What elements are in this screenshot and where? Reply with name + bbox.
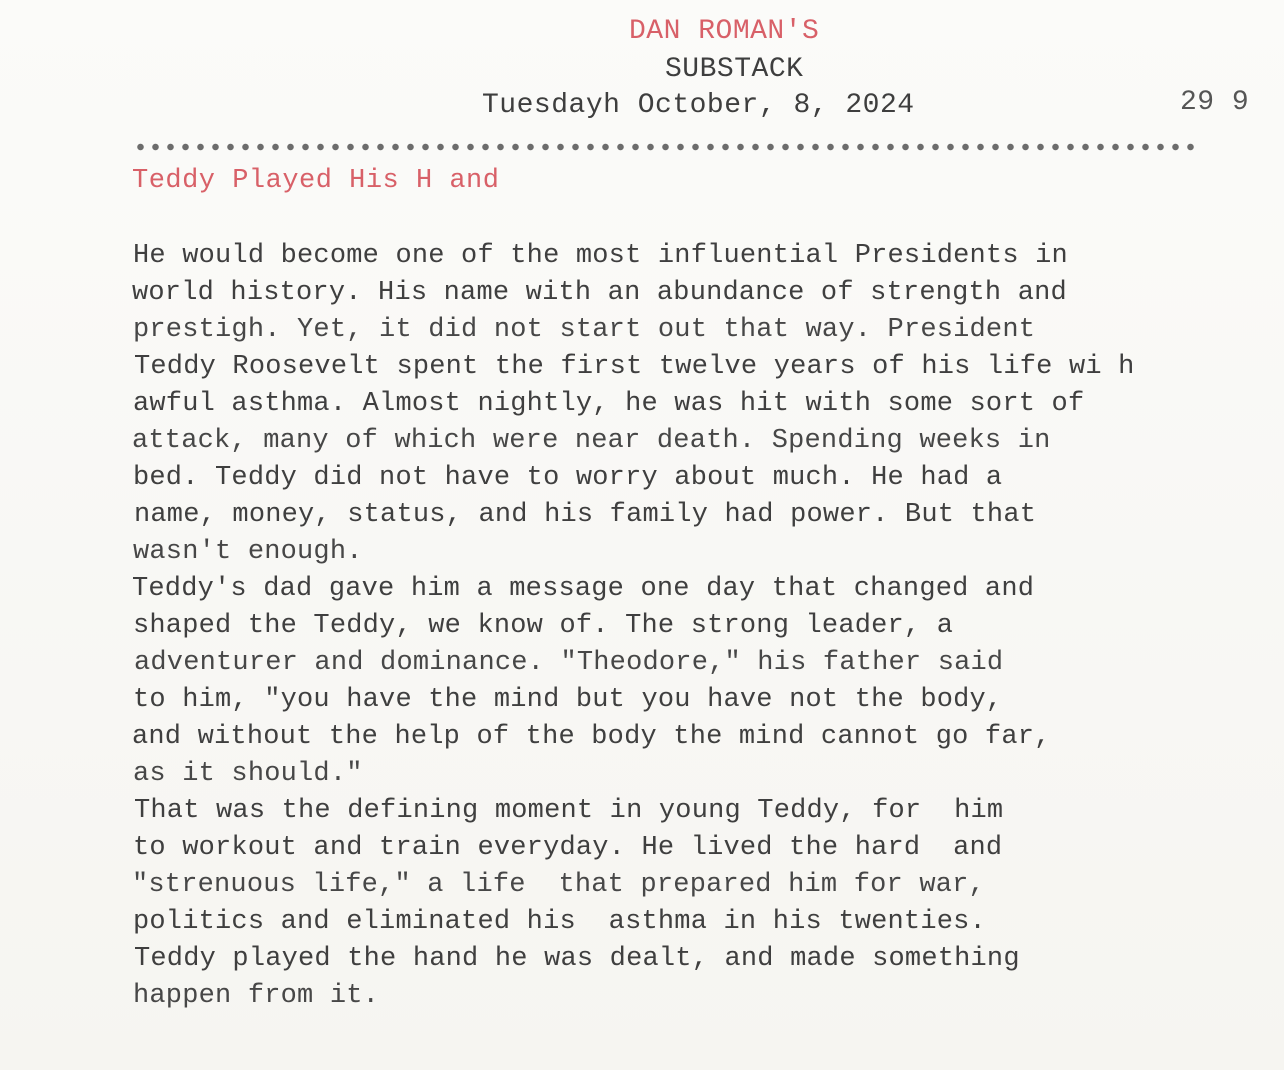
body-line: That was the defining moment in young Teddy, for him (134, 796, 1004, 826)
dotted-divider (133, 139, 1196, 155)
story-title: Teddy Played His H and (132, 166, 500, 196)
body-line: adventurer and dominance. "Theodore," his father said (134, 648, 1004, 678)
body-line: as it should." (133, 759, 363, 789)
body-line: politics and eliminated his asthma in his twenties. (133, 907, 986, 937)
body-line: bed. Teddy did not have to worry about much. He had a (133, 463, 1003, 493)
body-line: Teddy played the hand he was dealt, and made something (134, 944, 1020, 974)
body-line: world history. His name with an abundance of strength and (132, 278, 1067, 308)
date-line: Tuesdayh October, 8, 2024 (482, 90, 915, 121)
body-line: awful asthma. Almost nightly, he was hit with some sort of (133, 389, 1085, 419)
body-line: shaped the Teddy, we know of. The strong leader, a (133, 611, 954, 641)
author-heading: DAN ROMAN'S (629, 16, 820, 47)
body-line: Teddy Roosevelt spent the first twelve years of his life wi h (134, 352, 1135, 382)
story-body (132, 238, 1262, 1015)
body-line: He would become one of the most influential Presidents in (133, 241, 1068, 271)
page-number: 29 9 (1180, 87, 1250, 118)
body-line: happen from it. (133, 981, 380, 1011)
body-line: to workout and train everyday. He lived the hard and (133, 833, 1003, 863)
body-line: name, money, status, and his family had power. But that (134, 500, 1037, 530)
body-line: wasn't enough. (133, 537, 363, 567)
body-line: "strenuous life," a life that prepared him for war, (132, 870, 985, 900)
body-line: attack, many of which were near death. Spending weeks in (132, 426, 1051, 456)
publication-heading: SUBSTACK (665, 54, 804, 85)
body-line: Teddy's dad gave him a message one day that changed and (132, 574, 1035, 604)
body-line: prestigh. Yet, it did not start out that way. President (133, 315, 1036, 345)
body-line: to him, "you have the mind but you have not the body, (133, 685, 1003, 715)
body-line: and without the help of the body the mind cannot go far, (132, 722, 1051, 752)
